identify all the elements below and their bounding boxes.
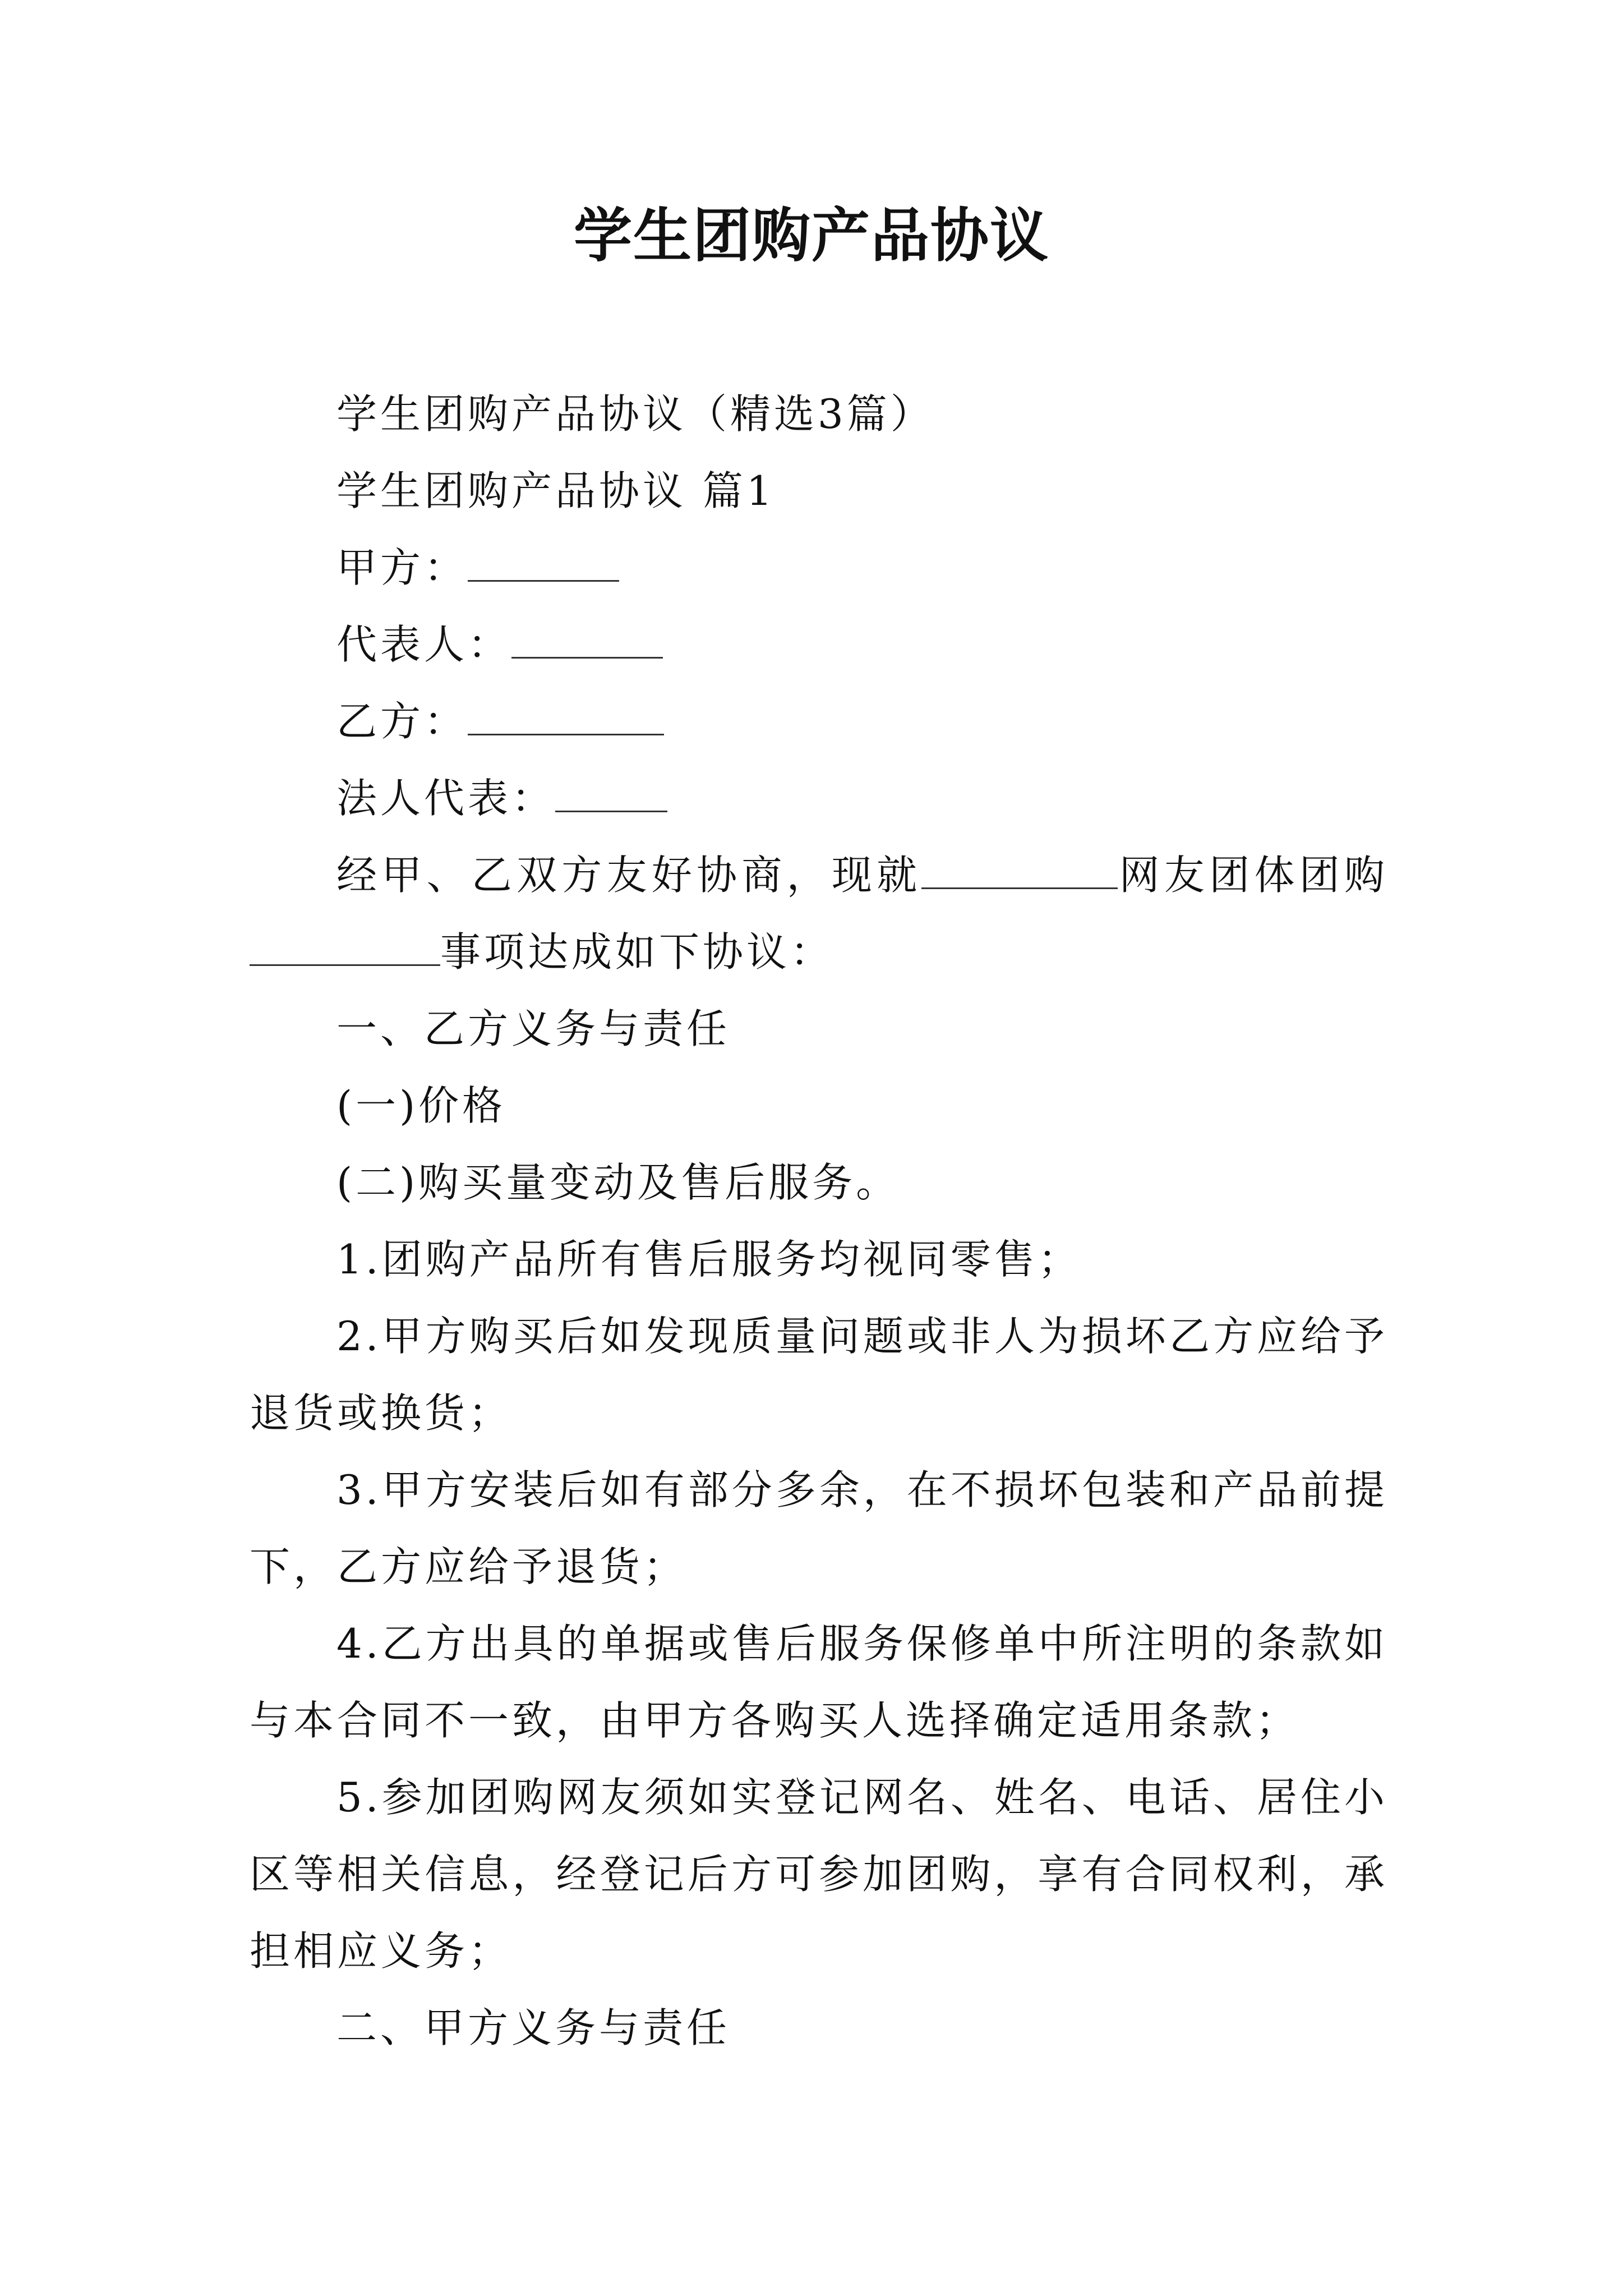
- agreement-intro: [250, 837, 1388, 991]
- representative-label: 代表人：: [336, 621, 512, 668]
- party-b-label: 乙方：: [336, 698, 468, 745]
- representative-line: [250, 606, 1388, 683]
- item-2: 2.甲方购买后如发现质量问题或非人为损坏乙方应给予退货或换货；: [250, 1313, 1388, 1437]
- clause-heading-2: 二、甲方义务与责任: [336, 2004, 731, 2051]
- party-a-label: 甲方：: [336, 544, 468, 591]
- legal-representative-line: [250, 760, 1388, 837]
- clause-heading-1: 一、乙方义务与责任: [336, 1005, 731, 1052]
- intro-text-a: 经甲、乙双方友好协商，现就: [336, 852, 922, 899]
- party-a-blank: [468, 540, 619, 582]
- item-1: 1.团购产品所有售后服务均视同零售；: [336, 1236, 1082, 1283]
- sub-clause-service: (二)购买量变动及售后服务。: [336, 1159, 900, 1206]
- party-b-line: [250, 683, 1388, 760]
- document-title: 学生团购产品协议: [573, 201, 1049, 270]
- section-heading: 学生团购产品协议 篇1: [336, 467, 776, 514]
- intro-text-c: 事项达成如下协议：: [440, 928, 834, 976]
- intro-blank-2: [250, 924, 440, 966]
- party-a-line: [250, 530, 1388, 606]
- representative-blank: [511, 616, 663, 659]
- sub-clause-price: (一)价格: [336, 1082, 506, 1129]
- document-body: [250, 376, 1388, 2067]
- party-b-blank: [468, 693, 664, 735]
- intro-text-b: 网友团体团购: [1118, 852, 1388, 899]
- item-3: 3.甲方安装后如有部分多余，在不损坏包装和产品前提下，乙方应给予退货；: [250, 1466, 1388, 1590]
- intro-blank-1: [921, 847, 1118, 889]
- collection-heading: 学生团购产品协议（精选3篇）: [336, 390, 934, 438]
- legal-representative-blank: [555, 770, 667, 812]
- item-5: 5.参加团购网友须如实登记网名、姓名、电话、居住小区等相关信息，经登记后方可参加团购，享有合同权利，承担相应义务；: [250, 1774, 1388, 1975]
- legal-representative-label: 法人代表：: [336, 775, 556, 822]
- item-4: 4.乙方出具的单据或售后服务保修单中所注明的条款如与本合同不一致，由甲方各购买人选择确定适用条款；: [250, 1620, 1388, 1744]
